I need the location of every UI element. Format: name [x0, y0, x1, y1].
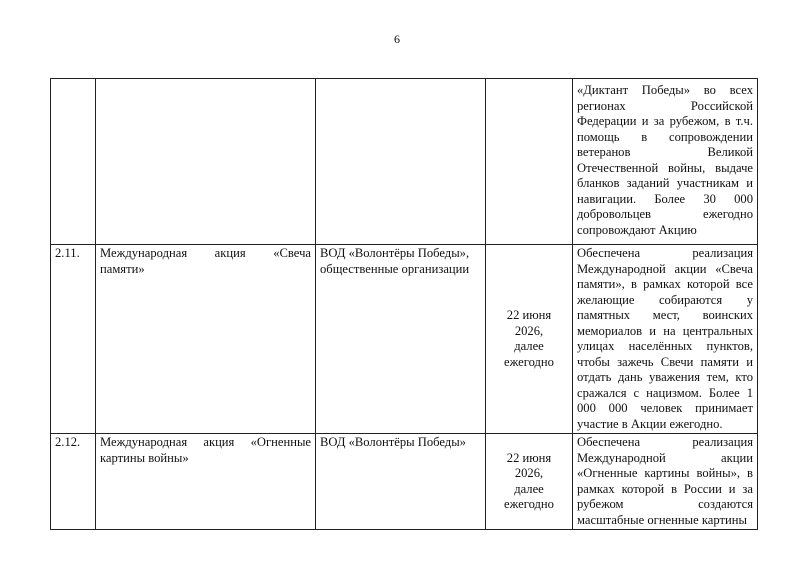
result-cell-line: Обеспечена реализация — [577, 246, 753, 260]
result-cell-line: отдать дань уважения тем, кто — [577, 370, 753, 384]
result-cell-line: Обеспечена реализация — [577, 435, 753, 449]
result-cell-line: навигации. Более 30 000 — [577, 191, 753, 206]
event-cell-line: картины войны» — [100, 450, 189, 465]
table-row — [51, 434, 758, 530]
result-cell-line: бланков заданий участникам и — [577, 176, 753, 190]
organizer-cell — [316, 79, 486, 245]
date-cell-line: 2026, — [514, 323, 544, 338]
organizer-cell-line: общественные организации — [320, 261, 470, 276]
row-number: 2.11. — [55, 246, 80, 260]
result-cell-line: улицах населённых пунктов, — [577, 339, 753, 353]
result-cell-line: мемориалов и на центральных — [577, 323, 753, 338]
result-cell-line: рамках которой в России и за — [577, 481, 753, 496]
result-cell-line: ветеранов Великой — [577, 145, 753, 159]
date-cell — [486, 79, 573, 245]
result-cell-line: желающие собираются у — [577, 292, 753, 307]
result-cell-line: памятных мест, воинских — [577, 308, 753, 322]
result-cell-line: «Диктант Победы» во всех — [577, 83, 753, 97]
result-cell-line: «Огненные картины войны», в — [577, 466, 753, 480]
result-cell-line: помощь в сопровождении — [577, 129, 753, 144]
result-cell — [573, 245, 758, 434]
row-number: 2.12. — [55, 435, 81, 449]
date-cell-line: ежегодно — [504, 497, 554, 511]
event-cell-line: Международная акция «Свеча — [100, 246, 311, 260]
result-cell — [573, 434, 758, 530]
row-number-cell — [51, 79, 96, 245]
organizer-cell — [316, 245, 486, 434]
date-cell-line: 22 июня — [506, 450, 552, 465]
date-cell-line: далее — [514, 339, 544, 353]
result-cell-line: масштабные огненные картины — [577, 512, 747, 527]
row-number-cell — [51, 434, 96, 530]
plan-table — [50, 78, 758, 530]
result-cell-line: сопровождают Акцию — [577, 222, 697, 237]
date-cell — [486, 245, 573, 434]
event-cell-line: памяти» — [100, 261, 145, 276]
organizer-cell-line: ВОД «Волонтёры Победы» — [320, 435, 466, 449]
result-cell-line: регионах Российской — [577, 98, 753, 113]
table-row — [51, 79, 758, 245]
organizer-cell — [316, 434, 486, 530]
date-cell-line: далее — [514, 481, 544, 496]
event-cell — [96, 434, 316, 530]
event-cell — [96, 245, 316, 434]
result-cell-line: рубежом создаются — [577, 497, 753, 511]
table-row — [51, 245, 758, 434]
result-cell-line: чтобы зажечь Свечи памяти и — [577, 354, 753, 369]
date-cell — [486, 434, 573, 530]
date-cell-line: 2026, — [514, 466, 544, 480]
result-cell-line: 000 000 человек принимает — [577, 401, 753, 415]
result-cell-line: участие в Акции ежегодно. — [577, 416, 723, 431]
event-cell-line: Международная акция «Огненные — [100, 435, 311, 449]
result-cell — [573, 79, 758, 245]
result-cell-line: Федерации и за рубежом, в т.ч. — [577, 114, 753, 128]
date-cell-line: 22 июня — [506, 308, 552, 322]
result-cell-line: сражался с нацизмом. Более 1 — [577, 385, 753, 400]
page-number: 6 — [394, 32, 400, 46]
result-cell-line: добровольцев ежегодно — [577, 207, 753, 221]
event-cell — [96, 79, 316, 245]
result-cell-line: Международной акции «Свеча — [577, 261, 753, 276]
organizer-cell-line: ВОД «Волонтёры Победы», — [320, 246, 470, 260]
result-cell-line: Международной акции — [577, 450, 753, 465]
result-cell-line: памяти», в рамках которой все — [577, 277, 753, 291]
row-number-cell — [51, 245, 96, 434]
date-cell-line: ежегодно — [504, 354, 554, 369]
result-cell-line: Отечественной войны, выдаче — [577, 160, 753, 175]
